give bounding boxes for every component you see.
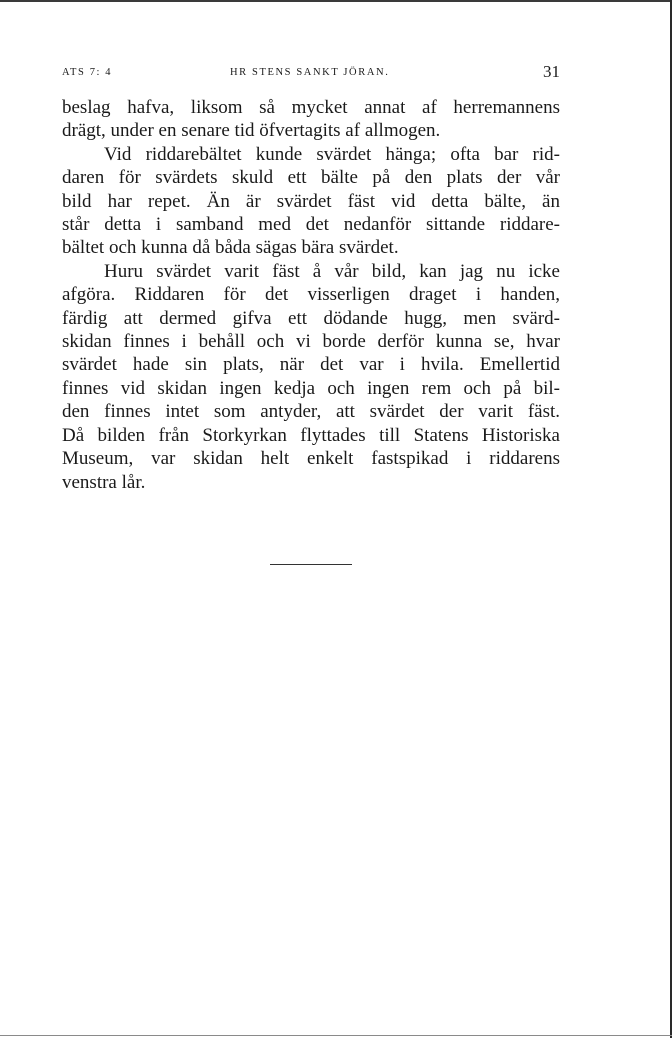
running-title: HR STENS SANKT JÖRAN. xyxy=(230,67,390,78)
text-line: Då bilden från Storkyrkan flyttades till Statens Historiska xyxy=(62,424,560,446)
text-line: beslag hafva, liksom så mycket annat af herremannens xyxy=(62,97,560,118)
section-end-rule xyxy=(270,564,352,565)
body-text xyxy=(62,96,560,494)
scan-edge-top xyxy=(0,0,672,2)
text-line: Museum, var skidan helt enkelt fastspikad i riddarens xyxy=(62,448,560,470)
text-line: daren för svärdets skuld ett bälte på den plats der vår xyxy=(62,167,560,189)
text-line: skidan finnes i behåll och vi borde derför kunna se, hvar xyxy=(62,331,560,353)
text-line: färdig att dermed gifva ett dödande hugg, men svärd- xyxy=(62,307,560,329)
text-line: den finnes intet som antyder, att svärdet der varit fäst. xyxy=(62,401,560,423)
page-number: 31 xyxy=(543,62,560,81)
printer-signature: ATS 7: 4 xyxy=(62,67,113,78)
text-line: finnes vid skidan ingen kedja och ingen rem och på bil- xyxy=(62,377,560,399)
scan-edge-bottom xyxy=(0,1035,672,1036)
text-line: afgöra. Riddaren för det visserligen draget i handen, xyxy=(62,284,560,306)
text-line: venstra lår. xyxy=(62,471,146,493)
paragraph-start-line: Vid riddarebältet kunde svärdet hänga; ofta bar rid- xyxy=(104,143,560,165)
text-line: står detta i samband med det nedanför sittande riddare- xyxy=(62,214,560,236)
text-line: svärdet hade sin plats, när det var i hvila. Emellertid xyxy=(62,354,560,376)
running-head xyxy=(62,62,560,84)
text-line: bild har repet. Än är svärdet fäst vid detta bälte, än xyxy=(62,190,560,212)
paragraph-start-line: Huru svärdet varit fäst å vår bild, kan jag nu icke xyxy=(104,260,560,282)
text-line: drägt, under en senare tid öfvertagits af allmogen. xyxy=(62,120,441,142)
text-line: bältet och kunna då båda sägas bära svärdet. xyxy=(62,237,399,259)
